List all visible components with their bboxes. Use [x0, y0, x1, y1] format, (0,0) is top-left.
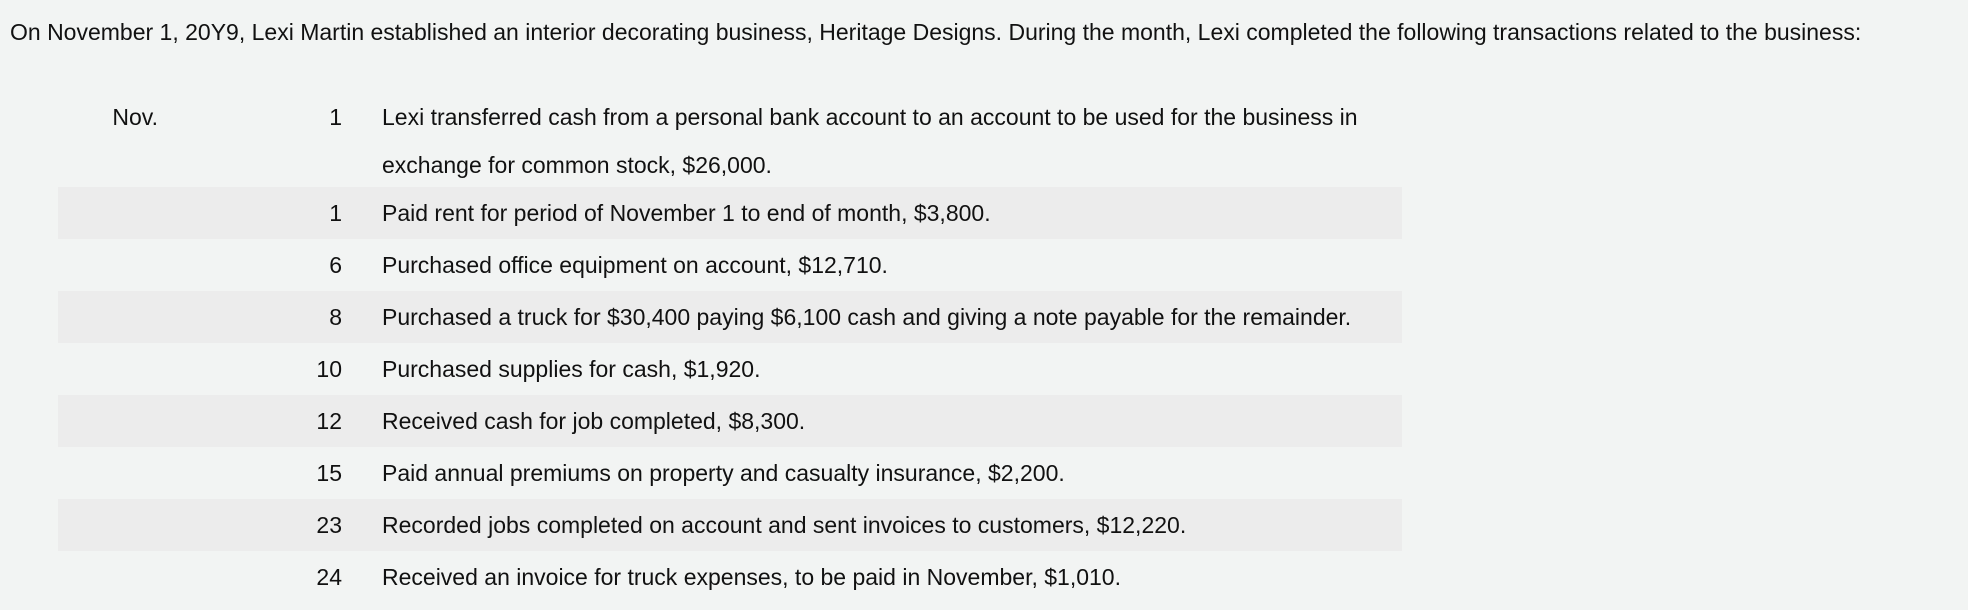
transaction-day: 8 — [329, 304, 342, 330]
transaction-description: Purchased supplies for cash, $1,920. — [382, 356, 761, 382]
transaction-day: 15 — [316, 460, 342, 486]
transaction-row — [58, 187, 1402, 239]
transaction-month — [58, 343, 158, 395]
transaction-month — [58, 499, 158, 551]
transaction-description: Purchased office equipment on account, $12,710. — [382, 252, 888, 278]
transaction-description: Paid annual premiums on property and casualty insurance, $2,200. — [382, 460, 1065, 486]
transaction-day: 12 — [316, 408, 342, 434]
transaction-description — [342, 93, 1402, 187]
transaction-day: 10 — [316, 356, 342, 382]
transactions-table — [58, 93, 1402, 603]
transaction-month — [58, 291, 158, 343]
transaction-description-line1: Lexi transferred cash from a personal bank account to an account to be used for the business in — [382, 104, 1358, 130]
transaction-month: Nov. — [112, 104, 158, 130]
transaction-row — [58, 291, 1402, 343]
transaction-month — [58, 239, 158, 291]
transaction-row — [58, 395, 1402, 447]
transaction-row — [58, 239, 1402, 291]
transaction-description-line2: exchange for common stock, $26,000. — [382, 152, 772, 178]
transaction-day: 6 — [329, 252, 342, 278]
transaction-month — [58, 395, 158, 447]
transaction-day: 1 — [329, 104, 342, 130]
transaction-day: 24 — [316, 564, 342, 590]
transaction-description: Received an invoice for truck expenses, to be paid in November, $1,010. — [382, 564, 1121, 590]
transaction-description: Purchased a truck for $30,400 paying $6,100 cash and giving a note payable for the remainder. — [382, 304, 1352, 330]
transaction-row — [58, 447, 1402, 499]
problem-intro: On November 1, 20Y9, Lexi Martin established an interior decorating business, Heritage Designs. During the month, Lexi completed the following transactions related to the business: — [10, 19, 1862, 45]
transaction-row — [58, 343, 1402, 395]
transaction-month — [58, 447, 158, 499]
transaction-month — [58, 187, 158, 239]
transaction-description: Paid rent for period of November 1 to end of month, $3,800. — [382, 200, 991, 226]
transaction-month — [58, 551, 158, 603]
transaction-row — [58, 551, 1402, 603]
transaction-day: 23 — [316, 512, 342, 538]
transaction-row — [58, 93, 1402, 187]
transaction-row — [58, 499, 1402, 551]
transaction-day: 1 — [329, 200, 342, 226]
transaction-description: Received cash for job completed, $8,300. — [382, 408, 806, 434]
transaction-description: Recorded jobs completed on account and sent invoices to customers, $12,220. — [382, 512, 1187, 538]
